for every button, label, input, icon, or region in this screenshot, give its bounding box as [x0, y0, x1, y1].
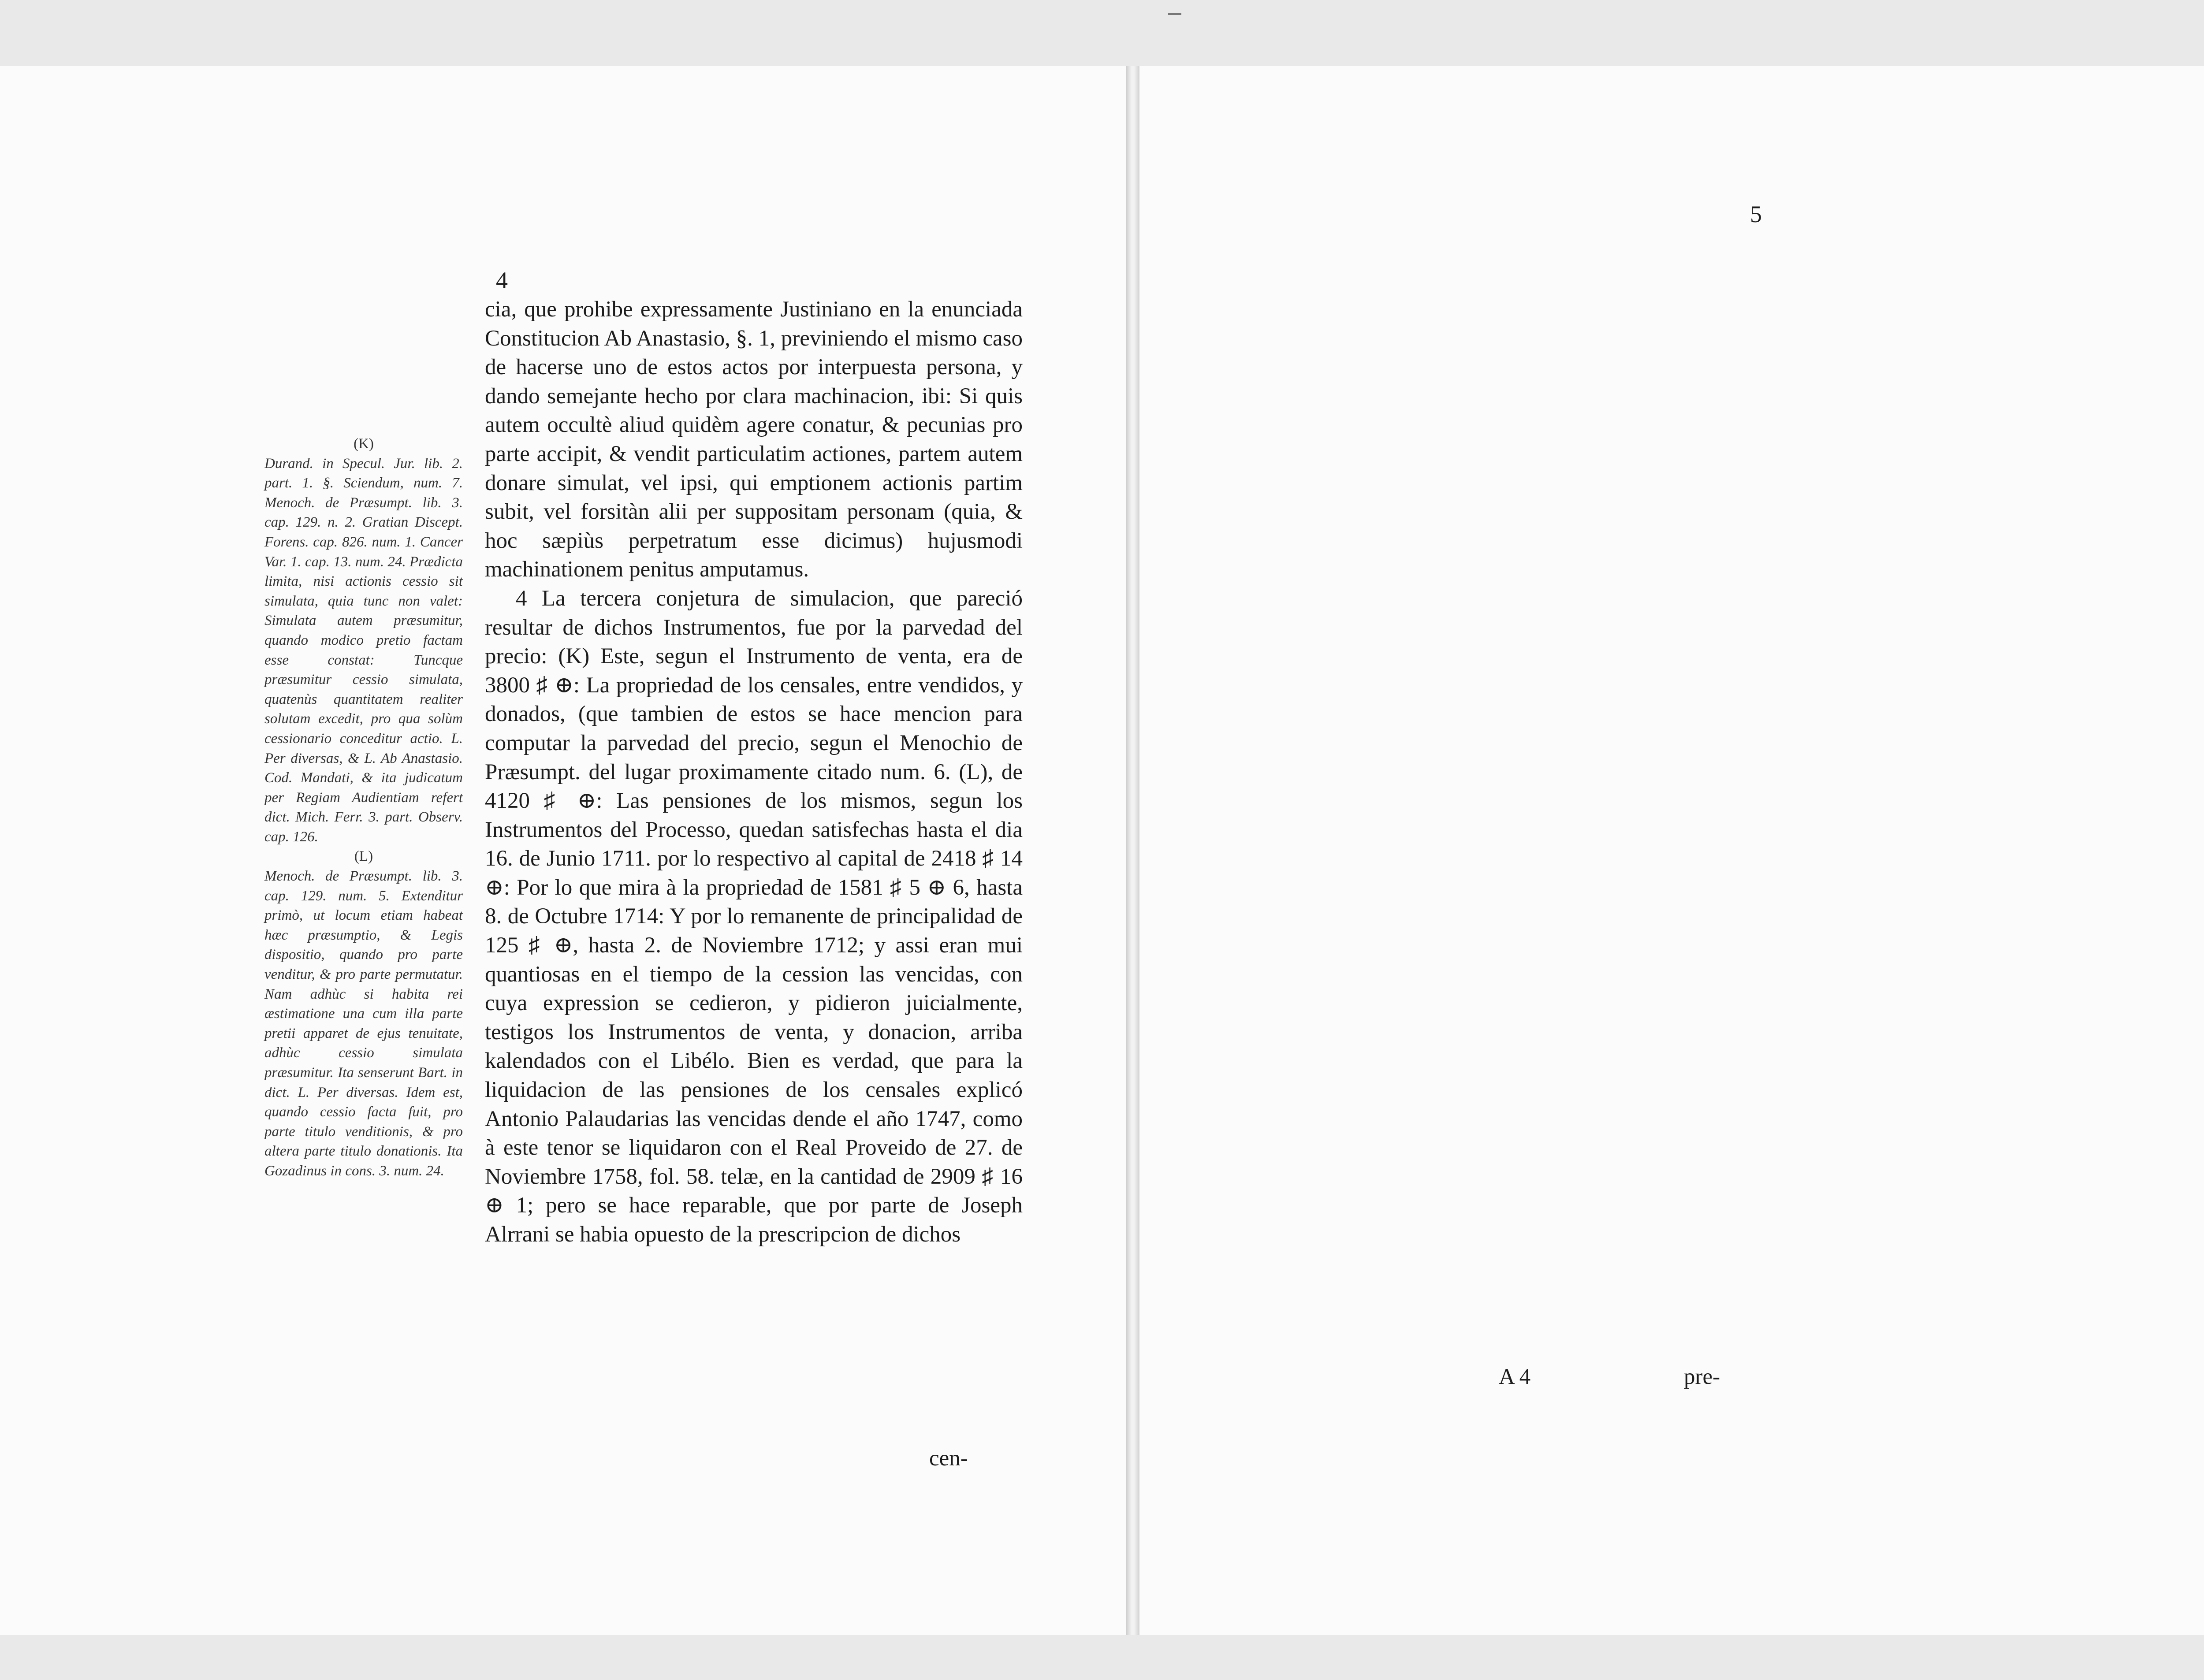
note-k-text: Durand. in Specul. Jur. lib. 2. part. 1. §. Sciendum, num. 7. Menoch. de Præsumpt. lib. 3. cap. 129. n. 2. Gratian Discept. Forens. cap. 826. num. 1. Cancer Var. 1. cap. 13. num. 24. Prædicta limita, nisi actionis cessio sit simulata, quia tunc non valet: Simulata autem præsumitur, quando modico pretio factam esse constat: Tuncque præsumitur cessio simulata, quatenùs quantitatem realiter solutam excedit, pro qua solùm cessionario conceditur actio. L. Per diversas, & L. Ab Anastasio. Cod. Mandati, & ita judicatum per Regiam Audientiam refert dict. Mich. Ferr. 3. part. Observ. cap. 126.	[264, 455, 463, 845]
main-text-left	[485, 295, 1023, 1249]
right-page	[1139, 66, 2204, 1635]
signature-mark: A 4	[1499, 1364, 1531, 1389]
page-number-left: 4	[496, 267, 508, 294]
paragraph-continued: cia, que prohibe expressamente Justiniano en la enunciada Constitucion Ab Anastasio, §. 1, previniendo el mismo caso de hacerse uno de estos actos por interpuesta persona, y dando semejante hecho por clara machinacion, ibi: Si quis autem occultè aliud quidèm agere conatur, & pecunias pro parte accipit, & vendit particulatim actiones, partem autem donare simulat, vel ipsi, qui emptionem actionis partim subit, vel forsitàn alii per suppositam personam (quia, & hoc sæpiùs perpetratum esse dicimus) hujusmodi machinationem penitus amputamus.	[485, 297, 1023, 582]
page-number-right: 5	[1750, 201, 1762, 227]
marginal-notes-left	[264, 434, 463, 1181]
scan-mark	[1168, 13, 1181, 15]
catchword-right: pre-	[1684, 1364, 1720, 1389]
note-k-marker: (K)	[354, 436, 374, 452]
catchword-left: cen-	[929, 1446, 968, 1471]
note-l-text: Menoch. de Præsumpt. lib. 3. cap. 129. num. 5. Extenditur primò, ut locum etiam habeat hæc præsumptio, & Legis dispositio, quando pro parte venditur, & pro parte permutatur. Nam adhùc si habita rei æstimatione una cum illa parte pretii apparet de ejus tenuitate, adhùc cessio simulata præsumitur. Ita senserunt Bart. in dict. L. Per diversas. Idem est, quando cessio facta fuit, pro parte titulo venditionis, & pro altera parte titulo donationis. Ita Gozadinus in cons. 3. num. 24.	[264, 868, 463, 1179]
left-page	[0, 66, 1126, 1635]
book-gutter	[1126, 66, 1139, 1635]
note-l-marker: (L)	[354, 848, 373, 865]
paragraph-4: 4 La tercera conjetura de simulacion, que pareció resultar de dichos Instrumentos, fue por la parvedad del precio: (K) Este, segun el Instrumento de venta, era de 3800 ♯ ⊕: La propriedad de los censales, entre vendidos, y donados, (que tambien de estos se hace mencion para computar la parvedad del precio, segun el Menochio de Præsumpt. del lugar proximamente citado num. 6. (L), de 4120 ♯ ⊕: Las pensiones de los mismos, segun los Instrumentos del Processo, quedan satisfechas hasta el dia 16. de Junio 1711. por lo respectivo al capital de 2418 ♯ 14 ⊕: Por lo que mira à la propriedad de 1581 ♯ 5 ⊕ 6, hasta 8. de Octubre 1714: Y por lo remanente de principalidad de 125 ♯ ⊕, hasta 2. de Noviembre 1712; y assi eran mui quantiosas en el tiempo de la cession las vencidas, con cuya expression se cedieron, y pidieron juicialmente, testigos los Instrumentos de venta, y donacion, arriba kalendados con el Libélo. Bien es verdad, que para la liquidacion de las pensiones de los censales explicó Antonio Palaudarias las vencidas dende el año 1747, como à este tenor se liquidaron con el Real Proveido de 27. de Noviembre 1758, fol. 58. telæ, en la cantidad de 2909 ♯ 16 ⊕ 1; pero se hace reparable, que por parte de Joseph Alrrani se habia opuesto de la prescripcion de dichos	[485, 586, 1023, 1247]
